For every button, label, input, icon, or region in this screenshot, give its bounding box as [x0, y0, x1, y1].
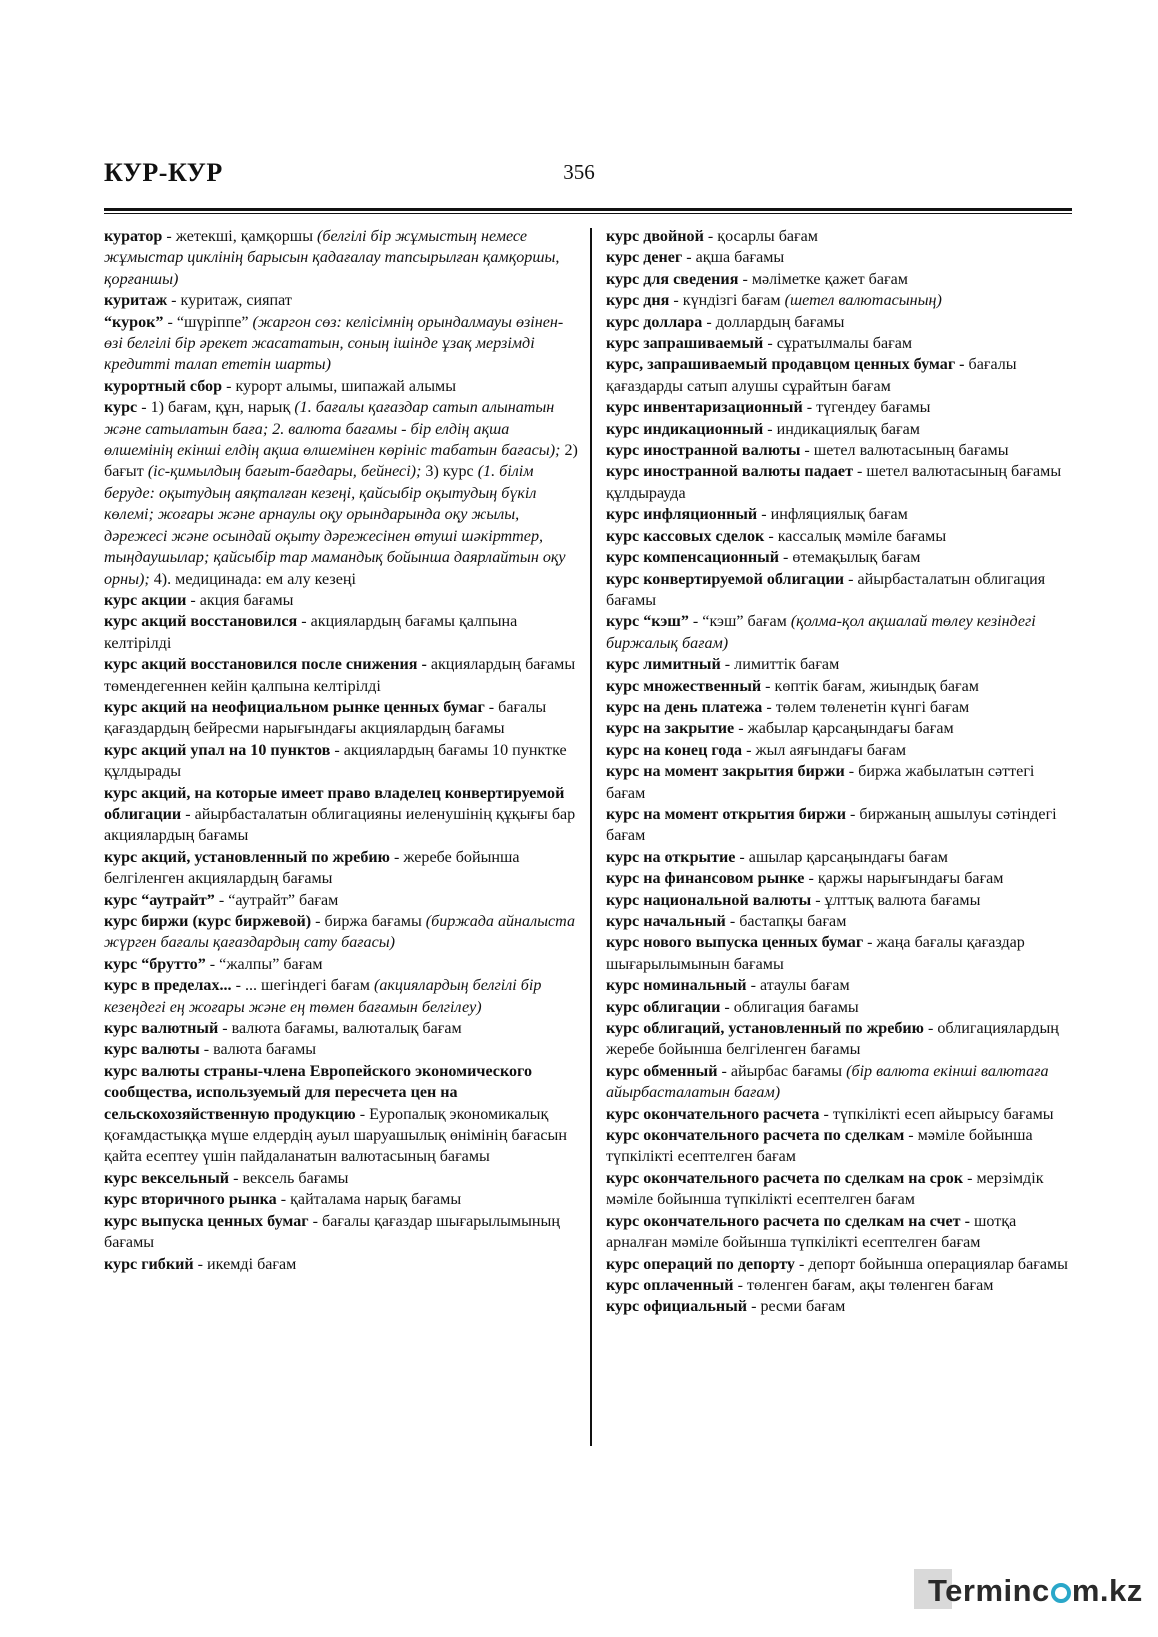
- dictionary-entry: [104, 290, 578, 311]
- dictionary-entry: [606, 504, 1072, 525]
- entry-term: курс номинальный: [606, 977, 747, 995]
- entry-definition: - облигация бағамы: [720, 998, 859, 1016]
- entry-definition: - кассалық мәміле бағамы: [764, 527, 947, 545]
- entry-term: курс денег: [606, 249, 683, 267]
- entry-term: курс окончательного расчета по сделкам на срок: [606, 1169, 964, 1187]
- entry-definition: - бастапқы бағам: [725, 913, 847, 930]
- entry-definition: - сұратылмалы бағам: [763, 335, 913, 353]
- entry-definition: 2) бағыт: [104, 442, 578, 481]
- entry-term: куратор: [104, 228, 163, 245]
- entry-definition: - мәліметке қажет бағам: [738, 270, 908, 288]
- dictionary-entry: [104, 975, 578, 1018]
- entry-definition: - қаржы нарығындағы бағам: [804, 870, 1004, 888]
- dictionary-entry: [104, 397, 578, 590]
- entry-definition: - индикациялық бағам: [763, 420, 920, 438]
- entry-definition: - курорт алымы, шипажай алымы: [222, 377, 457, 395]
- entry-definition: - бағалы қағаздардың бейресми нарығындағы акциялардың бағамы: [104, 698, 547, 738]
- entry-definition: шотқа арналған мәміле бойынша түпкілікті есептелген бағам: [606, 1212, 1017, 1252]
- entry-definition: - айырбас бағамы: [717, 1062, 847, 1080]
- dictionary-entry: [606, 526, 1072, 547]
- entry-definition: - акциялардың бағамы қалпына келтірілді: [104, 613, 518, 652]
- dictionary-entry: [104, 1018, 578, 1039]
- entry-definition: - ұлттық валюта бағамы: [811, 891, 981, 909]
- dictionary-entry: [606, 569, 1072, 612]
- entry-term: курс акции: [104, 591, 187, 609]
- dictionary-entry: [104, 847, 578, 890]
- dictionary-entry: [606, 804, 1072, 847]
- entry-definition: - күндізгі бағам: [669, 292, 785, 310]
- entry-definition: - қосарлы бағам: [703, 228, 818, 245]
- entry-note: (1. бағалы қағаздар сатып алынатын және сатылатын баға; 2. валюта бағамы - бір елдің ақша өлшемінің екінші елдің ақша өлшемінен көрініс табатын бағасы);: [104, 399, 561, 460]
- entry-definition: - жабылар қарсаңындағы бағам: [734, 720, 954, 738]
- entry-definition: - айырбасталатын облигацияны иеленушінің құқығы бар акциялардың бағамы: [104, 805, 576, 845]
- entry-term: курс биржи (курс биржевой): [104, 913, 312, 930]
- entry-term: курс для сведения: [606, 270, 739, 288]
- entry-definition: - атаулы бағам: [746, 977, 850, 995]
- dictionary-entry: [104, 1061, 578, 1168]
- logo-text-domain: m.kz: [1071, 1573, 1143, 1608]
- entry-definition: - 1) бағам, құн, нарық: [137, 399, 295, 417]
- dictionary-entry: [606, 1125, 1072, 1168]
- entry-term: курс иностранной валюты: [606, 442, 801, 460]
- entry-note: (1. білім беруде: оқытудың аяқталған кезеңі, қайсыбір оқытудың бүкіл көлемі; жоғары және арнаулы оқу орындарында оқу жылы, дәрежесі және осындай оқыту дәрежесінен өтуші шәкірттер, тыңдаушылар; қайсыбір тар мамандық бойынша даярлайтын оқу орны);: [104, 463, 566, 588]
- entry-definition: - доллардың бағамы: [702, 313, 845, 331]
- entry-term: курс дня: [606, 292, 670, 310]
- entry-term: курс валюты: [104, 1041, 200, 1059]
- entry-definition: - ашылар қарсаңындағы бағам: [735, 848, 948, 866]
- entry-term: курс на финансовом рынке: [606, 870, 805, 888]
- entry-definition: - депорт бойынша операциялар бағамы: [794, 1255, 1068, 1273]
- entry-note: (жаргон сөз: келісімнің орындалмауы өзінен-өзі белгілі бір әрекет жасататын, соның ішінде ұзақ мерзімді кредитті талап ететін шарты): [104, 313, 564, 374]
- entry-definition: - жеребе бойынша белгіленген акциялардың бағамы: [104, 848, 520, 888]
- dictionary-entry: [104, 1039, 578, 1060]
- dictionary-entry: [606, 354, 1072, 397]
- dictionary-entry: [606, 440, 1072, 461]
- logo-text-middle: erminc: [945, 1573, 1050, 1608]
- entry-term: курс запрашиваемый: [606, 335, 764, 353]
- entry-definition: - көптік бағам, жиындық бағам: [761, 677, 979, 695]
- entry-term: курс “брутто”: [104, 955, 206, 973]
- entry-term: курс на закрытие: [606, 720, 735, 738]
- dictionary-column-right: [606, 226, 1072, 1318]
- entry-term: курс выпуска ценных бумаг: [104, 1212, 309, 1230]
- dictionary-entry: [104, 954, 578, 975]
- entry-term: курс: [104, 399, 138, 417]
- entry-term: курс акций, на которые имеет право владелец конвертируемой облигации: [104, 784, 565, 823]
- page-number: 356: [563, 160, 595, 184]
- entry-term: курс инвентаризационный: [606, 399, 803, 417]
- entry-term: курс начальный: [606, 913, 726, 930]
- entry-term: курс акций восстановился: [104, 613, 298, 631]
- entry-note: (шетел валютасының): [784, 292, 942, 310]
- dictionary-column-left: [104, 226, 578, 1275]
- dictionary-entry: [104, 611, 578, 654]
- entry-term: курс “кэш”: [606, 613, 689, 631]
- dictionary-entry: [606, 868, 1072, 889]
- entry-definition: - лимиттік бағам: [720, 656, 840, 674]
- dictionary-entry: [104, 911, 578, 954]
- entry-term: курс обменный: [606, 1062, 718, 1080]
- logo-text: [928, 1573, 1143, 1609]
- entry-term: курс доллара: [606, 313, 703, 331]
- dictionary-entry: [606, 333, 1072, 354]
- entry-term: курс окончательного расчета по сделкам на счет -: [606, 1212, 970, 1230]
- entry-definition: - “аутрайт” бағам: [214, 891, 339, 909]
- entry-term: курс на конец года: [606, 741, 743, 759]
- entry-definition: - ... шегіндегі бағам: [231, 977, 374, 995]
- dictionary-entry: [606, 461, 1072, 504]
- entry-definition: - түгендеу бағамы: [802, 399, 931, 417]
- entry-definition: - ресми бағам: [747, 1298, 846, 1316]
- dictionary-entry: [606, 269, 1072, 290]
- entry-term: курс окончательного расчета: [606, 1105, 820, 1123]
- entry-definition: - төлем төленетін күнгі бағам: [762, 698, 970, 716]
- entry-term: курс на день платежа: [606, 698, 763, 716]
- entry-term: курс инфляционный: [606, 506, 758, 524]
- entry-term: курс облигаций, установленный по жребию: [606, 1020, 924, 1038]
- entry-definition: 4). медицинада: ем алу кезеңі: [149, 570, 356, 588]
- entry-definition: - ақша бағамы: [682, 249, 785, 267]
- entry-definition: - куритаж, сияпат: [167, 292, 292, 310]
- entry-definition: - жетекші, қамқоршы: [162, 228, 318, 245]
- entry-term: курс на момент открытия биржи: [606, 805, 846, 823]
- dictionary-entry: [606, 290, 1072, 311]
- entry-term: курс акций восстановился после снижения -: [104, 656, 427, 674]
- entry-definition: - “кэш” бағам: [688, 613, 791, 631]
- entry-note: (акциялардың белгілі бір кезеңдегі ең жоғары және ең төмен бағамын белгілеу): [104, 977, 542, 1016]
- entry-term: курс нового выпуска ценных бумаг: [606, 934, 864, 952]
- entry-term: курс оплаченный: [606, 1276, 734, 1294]
- dictionary-entry: [606, 718, 1072, 739]
- entry-term: курс вексельный: [104, 1169, 230, 1187]
- dictionary-entry: [606, 419, 1072, 440]
- dictionary-entry: [104, 376, 578, 397]
- entry-definition: - мерзімдік мәміле бойынша түпкілікті есептелген бағам: [606, 1169, 1044, 1209]
- dictionary-entry: [606, 611, 1072, 654]
- termincom-logo[interactable]: [914, 1569, 1143, 1615]
- dictionary-entry: [606, 1168, 1072, 1211]
- dictionary-entry: [606, 740, 1072, 761]
- dictionary-entry: [104, 1211, 578, 1254]
- entry-definition: - инфляциялық бағам: [757, 506, 908, 524]
- dictionary-entry: [104, 697, 578, 740]
- entry-term: курс окончательного расчета по сделкам: [606, 1127, 905, 1145]
- entry-definition: 3) курс: [421, 463, 478, 481]
- entry-term: курс на открытие: [606, 848, 736, 866]
- dictionary-entry: [104, 590, 578, 611]
- dictionary-entry: [606, 997, 1072, 1018]
- entry-definition: - биржаның ашылуы сәтіндегі бағам: [606, 805, 1057, 845]
- entry-definition: - қайталама нарық бағамы: [276, 1191, 462, 1209]
- column-divider: [590, 228, 592, 1446]
- entry-term: курс кассовых сделок: [606, 527, 765, 545]
- entry-definition: - жыл аяғындағы бағам: [742, 741, 907, 759]
- logo-letter-t: T: [928, 1573, 946, 1608]
- dictionary-entry: [104, 1189, 578, 1210]
- entry-term: курс гибкий: [104, 1255, 194, 1273]
- entry-definition: - жаңа бағалы қағаздар шығарылымынын бағамы: [606, 934, 1025, 973]
- dictionary-entry: [606, 226, 1072, 247]
- dictionary-entry: [606, 1061, 1072, 1104]
- entry-term: курортный сбор: [104, 377, 223, 395]
- entry-definition: - бағалы қағаздар шығарылымының бағамы: [104, 1212, 560, 1252]
- entry-definition: - төленген бағам, ақы төленген бағам: [733, 1276, 994, 1294]
- entry-term: курс валютный: [104, 1020, 219, 1038]
- dictionary-entry: [104, 226, 578, 290]
- entry-definition: акциялардың бағамы төмендегеннен кейін қалпына келтірілді: [104, 656, 576, 695]
- dictionary-entry: [606, 547, 1072, 568]
- dictionary-entry: [606, 1018, 1072, 1061]
- entry-term: курс иностранной валюты падает: [606, 463, 853, 481]
- dictionary-entry: [606, 1104, 1072, 1125]
- entry-note: (бір валюта екінші валютаға айырбасталатын бағам): [606, 1062, 1049, 1102]
- entry-note: (қолма-қол ақшалай төлеу кезіндегі биржалық бағам): [606, 613, 1036, 652]
- entry-definition: - шетел валютасының бағамы: [800, 442, 1009, 460]
- dictionary-entry: [104, 1168, 578, 1189]
- entry-definition: бағалы қағаздарды сатып алушы сұрайтын бағам: [606, 356, 1017, 395]
- dictionary-entry: [104, 654, 578, 697]
- entry-definition: - икемді бағам: [193, 1255, 297, 1273]
- entry-term: курс компенсационный: [606, 549, 780, 567]
- entry-definition: - валюта бағамы: [199, 1041, 317, 1059]
- entry-term: куритаж: [104, 292, 168, 310]
- dictionary-entry: [104, 783, 578, 847]
- entry-definition: - акция бағамы: [186, 591, 294, 609]
- entry-definition: - Еуропалық экономикалық қоғамдастыққа мүше елдердің ауыл шаруашылық өнімінің бағасын қайта есептеу үшін пайдаланатын валютасының бағамы: [104, 1105, 567, 1166]
- dictionary-entry: [606, 761, 1072, 804]
- dictionary-entry: [606, 1275, 1072, 1296]
- entry-term: курс, запрашиваемый продавцом ценных бумаг -: [606, 356, 965, 374]
- entry-definition: - мәміле бойынша түпкілікті есептелген бағам: [606, 1127, 1033, 1166]
- logo-o-ring-icon: [1051, 1583, 1071, 1603]
- entry-term: курс официальный: [606, 1298, 748, 1316]
- entry-definition: - айырбасталатын облигация бағамы: [606, 570, 1046, 609]
- entry-term: курс акций, установленный по жребию: [104, 848, 390, 866]
- dictionary-entry: [606, 676, 1072, 697]
- entry-term: курс на момент закрытия биржи: [606, 763, 845, 781]
- dictionary-entry: [606, 847, 1072, 868]
- entry-definition: - облигациялардың жеребе бойынша белгіленген бағамы: [606, 1020, 1059, 1059]
- dictionary-entry: [104, 740, 578, 783]
- entry-term: курс акций упал на 10 пунктов: [104, 741, 331, 759]
- entry-definition: - валюта бағамы, валюталық бағам: [218, 1020, 462, 1038]
- dictionary-entry: [104, 312, 578, 376]
- entry-term: курс вторичного рынка: [104, 1191, 277, 1209]
- header-rule-thick: [104, 208, 1072, 211]
- entry-term: курс облигации: [606, 998, 721, 1016]
- entry-term: курс индикационный: [606, 420, 764, 438]
- page-header-title: КУР-КУР: [104, 158, 223, 187]
- dictionary-entry: [606, 1211, 1072, 1254]
- dictionary-entry: [104, 1254, 578, 1275]
- dictionary-entry: [606, 932, 1072, 975]
- entry-definition: - биржа жабылатын сәттегі бағам: [606, 763, 1035, 802]
- entry-note: (іс-қимылдың бағыт-бағдары, бейнесі);: [147, 463, 422, 481]
- entry-definition: - түпкілікті есеп айырысу бағамы: [819, 1105, 1054, 1123]
- entry-definition: - шетел валютасының бағамы құлдырауда: [606, 463, 1062, 502]
- entry-term: курс “аутрайт”: [104, 891, 215, 909]
- dictionary-entry: [606, 654, 1072, 675]
- entry-term: курс лимитный: [606, 656, 721, 674]
- dictionary-entry: [606, 247, 1072, 268]
- entry-term: курс в пределах...: [104, 977, 232, 995]
- header-rule-thin: [104, 213, 1072, 214]
- dictionary-entry: [606, 697, 1072, 718]
- dictionary-entry: [606, 890, 1072, 911]
- entry-definition: - биржа бағамы: [311, 913, 426, 930]
- dictionary-entry: [104, 890, 578, 911]
- dictionary-entry: [606, 397, 1072, 418]
- entry-note: (белгілі бір жұмыстың немесе жұмыстар циклінің барысын қадағалау тапсырылған қамқоршы, қорғаншы): [104, 228, 560, 288]
- entry-term: курс операций по депорту: [606, 1255, 795, 1273]
- dictionary-entry: [606, 975, 1072, 996]
- dictionary-entry: [606, 911, 1072, 932]
- entry-definition: - “жалпы” бағам: [205, 955, 323, 973]
- entry-term: курс национальной валюты: [606, 891, 812, 909]
- dictionary-entry: [606, 1296, 1072, 1317]
- entry-term: курс валюты страны-члена Европейского экономического сообщества, используемый для пересчета цен на сельскохозяйственную продукцию: [104, 1062, 533, 1123]
- entry-definition: - өтемақылық бағам: [779, 549, 921, 567]
- entry-term: курс конвертируемой облигации: [606, 570, 845, 588]
- entry-term: “курок”: [104, 313, 164, 331]
- entry-definition: - акциялардың бағамы 10 пунктке құлдырады: [104, 741, 567, 781]
- entry-definition: - “шүріппе”: [163, 313, 253, 331]
- entry-term: курс двойной: [606, 228, 704, 245]
- entry-note: (биржада айналыста жүрген бағалы қағаздардың сату бағасы): [104, 913, 576, 952]
- dictionary-entry: [606, 1254, 1072, 1275]
- entry-term: курс множественный: [606, 677, 762, 695]
- dictionary-entry: [606, 312, 1072, 333]
- entry-definition: - вексель бағамы: [229, 1169, 349, 1187]
- entry-term: курс акций на неофициальном рынке ценных бумаг: [104, 698, 485, 716]
